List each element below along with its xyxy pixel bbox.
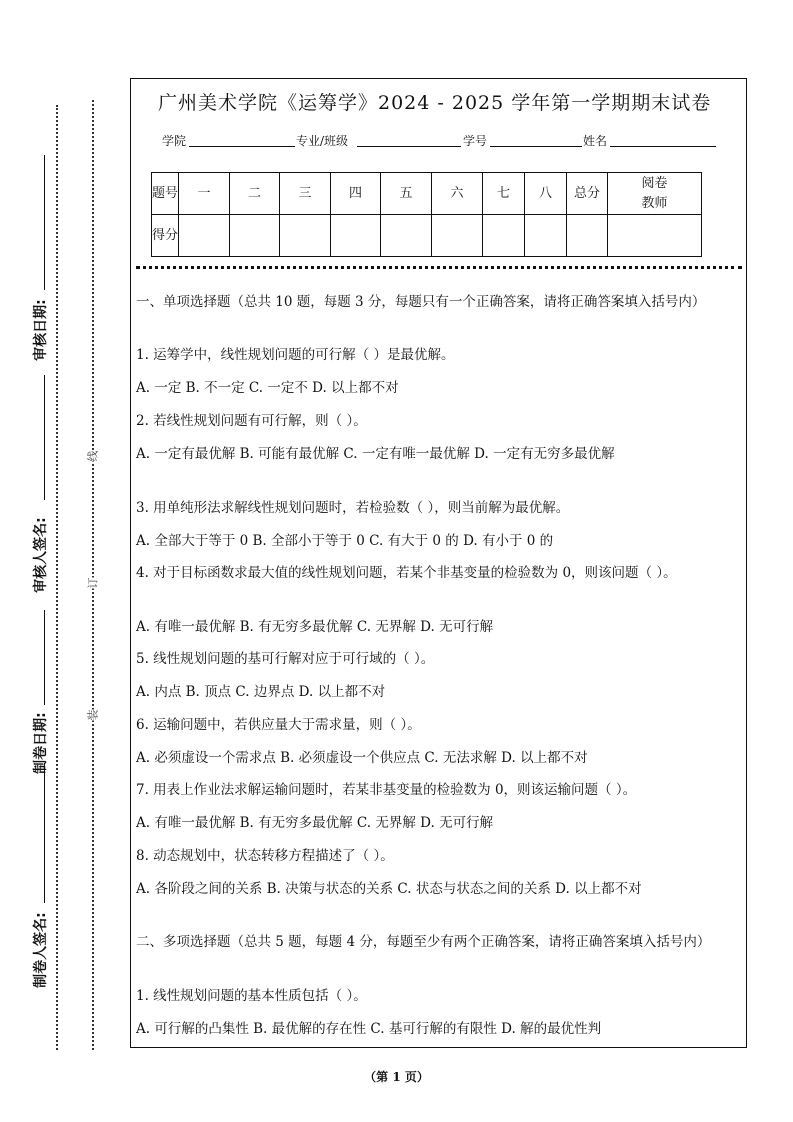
question: 8. 动态规划中，状态转移方程描述了（ ）。 (136, 848, 394, 864)
score-cell[interactable] (381, 215, 432, 257)
options: A. 全部大于等于 0 B. 全部小于等于 0 C. 有大于 0 的 D. 有小于 0 的 (136, 533, 554, 549)
bind-mark-2: 装 (86, 709, 100, 721)
question: 1. 线性规划问题的基本性质包括（ ）。 (136, 988, 367, 1004)
student-id-label: 学号 (463, 134, 488, 148)
options: A. 可行解的凸集性 B. 最优解的存在性 C. 基可行解的有限性 D. 解的最优性判 (136, 1021, 602, 1037)
review-date-line (44, 155, 45, 290)
score-row (152, 215, 702, 257)
question: 6. 运输问题中，若供应量大于需求量，则（ ）。 (136, 717, 421, 733)
section-heading: 二、多项选择题（总共 5 题，每题 4 分，每题至少有两个正确答案，请将正确答案填入括号内） (136, 934, 711, 950)
score-cell[interactable] (567, 215, 608, 257)
name-field[interactable] (610, 146, 716, 147)
question: 2. 若线性规划问题有可行解，则（ ）。 (136, 413, 367, 429)
column-header: 三 (280, 173, 331, 215)
question: 5. 线性规划问题的基可行解对应于可行域的（ ）。 (136, 651, 435, 667)
options: A. 一定 B. 不一定 C. 一定不 D. 以上都不对 (136, 380, 399, 396)
score-cell[interactable] (179, 215, 230, 257)
college-field[interactable] (189, 146, 295, 147)
column-header: 阅卷教师 (608, 173, 702, 215)
page-number: （第 1 页） (364, 1070, 429, 1084)
make-sign-line (44, 763, 45, 903)
column-header: 六 (432, 173, 483, 215)
options: A. 必须虚设一个需求点 B. 必须虚设一个供应点 C. 无法求解 D. 以上都不对 (136, 750, 588, 766)
score-cell[interactable] (331, 215, 381, 257)
exam-title: 广州美术学院《运筹学》2024 - 2025 学年第一学期期末试卷 (158, 92, 712, 114)
row-label: 题号 (152, 173, 179, 215)
score-cell[interactable] (280, 215, 331, 257)
section-heading: 一、单项选择题（总共 10 题，每题 3 分，每题只有一个正确答案，请将正确答案填入括号内） (136, 294, 706, 310)
make-date-label: 制卷日期: (33, 712, 49, 774)
question: 7. 用表上作业法求解运输问题时，若某非基变量的检验数为 0，则该运输问题（ ）。 (136, 782, 637, 798)
column-header: 七 (483, 173, 525, 215)
dotted-line-outer (56, 105, 58, 1050)
name-label: 姓名 (583, 134, 608, 148)
make-date-line (44, 610, 45, 705)
question: 4. 对于目标函数求最大值的线性规划问题，若某个非基变量的检验数为 0，则该问题（ ）。 (136, 565, 677, 581)
review-sign-label: 审核人签名: (33, 517, 49, 593)
column-header: 四 (331, 173, 381, 215)
make-sign-label: 制卷人签名: (33, 912, 49, 988)
score-cell[interactable] (608, 215, 702, 257)
line-mark: 线 (86, 450, 100, 462)
student-id-field[interactable] (490, 146, 582, 147)
score-table (151, 172, 702, 257)
column-header: 总分 (567, 173, 608, 215)
dotted-separator (136, 266, 742, 269)
college-label: 学院 (162, 134, 187, 148)
question: 1. 运筹学中，线性规划问题的可行解（ ）是最优解。 (136, 347, 455, 363)
score-cell[interactable] (432, 215, 483, 257)
column-header: 一 (179, 173, 230, 215)
column-header: 五 (381, 173, 432, 215)
question: 3. 用单纯形法求解线性规划问题时，若检验数（ ），则当前解为最优解。 (136, 500, 570, 516)
dotted-line-inner (92, 100, 94, 1050)
options: A. 各阶段之间的关系 B. 决策与状态的关系 C. 状态与状态之间的关系 D. 以上都不对 (136, 881, 642, 897)
row-label: 得分 (152, 215, 179, 257)
score-table-header-row (152, 173, 702, 215)
options: A. 有唯一最优解 B. 有无穷多最优解 C. 无界解 D. 无可行解 (136, 619, 494, 635)
major-field[interactable] (357, 146, 461, 147)
score-cell[interactable] (483, 215, 525, 257)
options: A. 一定有最优解 B. 可能有最优解 C. 一定有唯一最优解 D. 一定有无穷多最优解 (136, 446, 615, 462)
score-cell[interactable] (525, 215, 567, 257)
review-sign-line (44, 375, 45, 500)
score-cell[interactable] (230, 215, 280, 257)
options: A. 内点 B. 顶点 C. 边界点 D. 以上都不对 (136, 684, 386, 700)
options: A. 有唯一最优解 B. 有无穷多最优解 C. 无界解 D. 无可行解 (136, 815, 494, 831)
bind-mark: 订 (86, 577, 100, 589)
review-date-label: 审核日期: (33, 299, 49, 361)
column-header: 二 (230, 173, 280, 215)
column-header: 八 (525, 173, 567, 215)
major-label: 专业/班级 (296, 134, 349, 148)
